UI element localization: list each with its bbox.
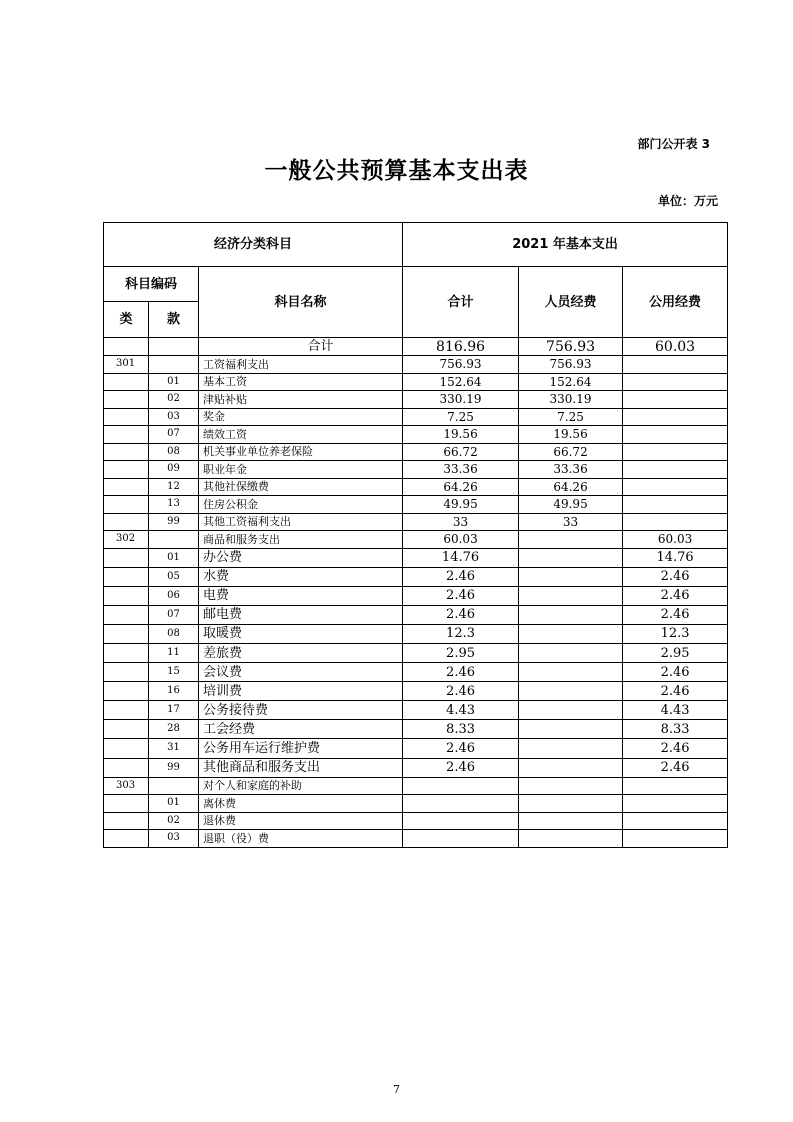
row-public bbox=[623, 373, 728, 391]
row-lei bbox=[104, 720, 149, 739]
total-lei bbox=[104, 338, 149, 356]
row-personnel bbox=[519, 701, 623, 720]
row-total: 64.26 bbox=[403, 478, 519, 496]
row-total bbox=[403, 777, 519, 795]
row-kuan: 17 bbox=[149, 701, 199, 720]
row-public: 2.46 bbox=[623, 567, 728, 586]
row-kuan: 08 bbox=[149, 624, 199, 643]
table-row bbox=[104, 777, 728, 795]
form-number: 部门公开表 3 bbox=[637, 137, 710, 151]
row-name: 基本工资 bbox=[199, 373, 403, 391]
table-row bbox=[104, 830, 728, 848]
table-row bbox=[104, 624, 728, 643]
row-personnel: 49.95 bbox=[519, 496, 623, 514]
row-total: 49.95 bbox=[403, 496, 519, 514]
row-name: 对个人和家庭的补助 bbox=[199, 777, 403, 795]
table-row bbox=[104, 513, 728, 531]
row-name: 退休费 bbox=[199, 812, 403, 830]
row-name: 住房公积金 bbox=[199, 496, 403, 514]
row-total bbox=[403, 830, 519, 848]
header-personnel: 人员经费 bbox=[519, 267, 623, 338]
row-kuan: 99 bbox=[149, 513, 199, 531]
row-personnel: 64.26 bbox=[519, 478, 623, 496]
row-name: 绩效工资 bbox=[199, 426, 403, 444]
row-name: 津贴补贴 bbox=[199, 391, 403, 409]
row-lei bbox=[104, 443, 149, 461]
row-lei bbox=[104, 567, 149, 586]
row-total: 60.03 bbox=[403, 531, 519, 549]
row-public bbox=[623, 461, 728, 479]
row-personnel bbox=[519, 812, 623, 830]
table-row bbox=[104, 548, 728, 567]
unit-label: 单位：万元 bbox=[657, 194, 718, 208]
total-kuan bbox=[149, 338, 199, 356]
row-personnel bbox=[519, 830, 623, 848]
row-lei bbox=[104, 605, 149, 624]
row-public bbox=[623, 795, 728, 813]
table-row bbox=[104, 739, 728, 758]
total-label: 合计 bbox=[199, 338, 403, 356]
row-personnel: 19.56 bbox=[519, 426, 623, 444]
row-total: 4.43 bbox=[403, 701, 519, 720]
row-personnel bbox=[519, 739, 623, 758]
row-kuan: 07 bbox=[149, 426, 199, 444]
row-lei bbox=[104, 586, 149, 605]
row-name: 其他工资福利支出 bbox=[199, 513, 403, 531]
row-kuan bbox=[149, 531, 199, 549]
row-total: 33.36 bbox=[403, 461, 519, 479]
row-name: 差旅费 bbox=[199, 643, 403, 662]
page-number: 7 bbox=[393, 1083, 400, 1096]
row-personnel bbox=[519, 548, 623, 567]
row-name: 会议费 bbox=[199, 663, 403, 682]
row-kuan: 07 bbox=[149, 605, 199, 624]
row-lei bbox=[104, 373, 149, 391]
table-row bbox=[104, 443, 728, 461]
row-public: 12.3 bbox=[623, 624, 728, 643]
header-econ-category: 经济分类科目 bbox=[104, 223, 403, 267]
header-lei: 类 bbox=[104, 302, 149, 338]
row-public bbox=[623, 496, 728, 514]
header-row-1 bbox=[104, 223, 728, 267]
row-lei bbox=[104, 548, 149, 567]
row-personnel bbox=[519, 531, 623, 549]
row-kuan: 05 bbox=[149, 567, 199, 586]
row-public: 14.76 bbox=[623, 548, 728, 567]
row-public bbox=[623, 443, 728, 461]
row-kuan bbox=[149, 356, 199, 374]
row-total: 330.19 bbox=[403, 391, 519, 409]
row-name: 工资福利支出 bbox=[199, 356, 403, 374]
row-public: 2.46 bbox=[623, 586, 728, 605]
row-kuan: 16 bbox=[149, 682, 199, 701]
row-public bbox=[623, 426, 728, 444]
table-row bbox=[104, 496, 728, 514]
row-kuan: 13 bbox=[149, 496, 199, 514]
row-personnel bbox=[519, 586, 623, 605]
row-personnel bbox=[519, 663, 623, 682]
row-kuan: 28 bbox=[149, 720, 199, 739]
table-row bbox=[104, 758, 728, 777]
row-name: 退职（役）费 bbox=[199, 830, 403, 848]
row-personnel bbox=[519, 567, 623, 586]
table-row bbox=[104, 586, 728, 605]
row-name: 水费 bbox=[199, 567, 403, 586]
row-public: 8.33 bbox=[623, 720, 728, 739]
row-lei bbox=[104, 496, 149, 514]
row-total: 756.93 bbox=[403, 356, 519, 374]
row-personnel bbox=[519, 758, 623, 777]
row-kuan: 02 bbox=[149, 812, 199, 830]
header-total: 合计 bbox=[403, 267, 519, 338]
row-personnel bbox=[519, 643, 623, 662]
row-lei bbox=[104, 739, 149, 758]
row-name: 职业年金 bbox=[199, 461, 403, 479]
row-total bbox=[403, 812, 519, 830]
row-personnel bbox=[519, 777, 623, 795]
row-total: 2.46 bbox=[403, 682, 519, 701]
row-lei bbox=[104, 461, 149, 479]
row-personnel bbox=[519, 624, 623, 643]
row-kuan: 08 bbox=[149, 443, 199, 461]
total-sum: 816.96 bbox=[403, 338, 519, 356]
table-row bbox=[104, 478, 728, 496]
row-total: 2.95 bbox=[403, 643, 519, 662]
header-kuan: 款 bbox=[149, 302, 199, 338]
row-lei bbox=[104, 643, 149, 662]
row-name: 机关事业单位养老保险 bbox=[199, 443, 403, 461]
row-total: 2.46 bbox=[403, 586, 519, 605]
page-title: 一般公共预算基本支出表 bbox=[264, 158, 529, 184]
row-kuan: 03 bbox=[149, 830, 199, 848]
row-name: 其他社保缴费 bbox=[199, 478, 403, 496]
row-total: 12.3 bbox=[403, 624, 519, 643]
row-personnel: 33.36 bbox=[519, 461, 623, 479]
row-public bbox=[623, 408, 728, 426]
table-row bbox=[104, 356, 728, 374]
row-name: 办公费 bbox=[199, 548, 403, 567]
header-row-2 bbox=[104, 267, 728, 302]
row-personnel bbox=[519, 605, 623, 624]
row-total: 7.25 bbox=[403, 408, 519, 426]
row-name: 工会经费 bbox=[199, 720, 403, 739]
row-lei bbox=[104, 663, 149, 682]
row-kuan: 01 bbox=[149, 373, 199, 391]
row-public: 60.03 bbox=[623, 531, 728, 549]
table-row bbox=[104, 643, 728, 662]
row-personnel: 756.93 bbox=[519, 356, 623, 374]
row-total: 66.72 bbox=[403, 443, 519, 461]
row-public bbox=[623, 812, 728, 830]
row-lei bbox=[104, 812, 149, 830]
header-public: 公用经费 bbox=[623, 267, 728, 338]
row-name: 邮电费 bbox=[199, 605, 403, 624]
row-lei: 301 bbox=[104, 356, 149, 374]
row-total: 8.33 bbox=[403, 720, 519, 739]
row-public: 2.95 bbox=[623, 643, 728, 662]
row-personnel: 66.72 bbox=[519, 443, 623, 461]
row-name: 电费 bbox=[199, 586, 403, 605]
table-row bbox=[104, 373, 728, 391]
table-row bbox=[104, 812, 728, 830]
total-public: 60.03 bbox=[623, 338, 728, 356]
row-total: 2.46 bbox=[403, 605, 519, 624]
table-row bbox=[104, 531, 728, 549]
header-name: 科目名称 bbox=[199, 267, 403, 338]
row-lei: 303 bbox=[104, 777, 149, 795]
row-name: 奖金 bbox=[199, 408, 403, 426]
row-total: 152.64 bbox=[403, 373, 519, 391]
row-lei bbox=[104, 513, 149, 531]
total-personnel: 756.93 bbox=[519, 338, 623, 356]
row-personnel bbox=[519, 720, 623, 739]
table-row bbox=[104, 605, 728, 624]
row-name: 公务用车运行维护费 bbox=[199, 739, 403, 758]
row-public bbox=[623, 356, 728, 374]
table-row bbox=[104, 682, 728, 701]
row-lei bbox=[104, 830, 149, 848]
row-lei bbox=[104, 624, 149, 643]
row-personnel: 7.25 bbox=[519, 408, 623, 426]
row-name: 商品和服务支出 bbox=[199, 531, 403, 549]
row-lei bbox=[104, 408, 149, 426]
row-total: 19.56 bbox=[403, 426, 519, 444]
row-personnel: 33 bbox=[519, 513, 623, 531]
row-public bbox=[623, 513, 728, 531]
table-row bbox=[104, 701, 728, 720]
row-total: 2.46 bbox=[403, 739, 519, 758]
header-year-basic: 2021 年基本支出 bbox=[403, 223, 728, 267]
row-public: 4.43 bbox=[623, 701, 728, 720]
row-lei bbox=[104, 758, 149, 777]
row-lei bbox=[104, 682, 149, 701]
table-row bbox=[104, 663, 728, 682]
row-total bbox=[403, 795, 519, 813]
row-name: 公务接待费 bbox=[199, 701, 403, 720]
row-personnel bbox=[519, 682, 623, 701]
row-public: 2.46 bbox=[623, 682, 728, 701]
row-name: 离休费 bbox=[199, 795, 403, 813]
total-row bbox=[104, 338, 728, 356]
row-total: 2.46 bbox=[403, 567, 519, 586]
table-row bbox=[104, 720, 728, 739]
table-row bbox=[104, 795, 728, 813]
row-kuan: 06 bbox=[149, 586, 199, 605]
row-total: 2.46 bbox=[403, 758, 519, 777]
budget-table bbox=[103, 222, 728, 848]
row-kuan: 31 bbox=[149, 739, 199, 758]
row-lei bbox=[104, 391, 149, 409]
row-kuan bbox=[149, 777, 199, 795]
row-lei bbox=[104, 795, 149, 813]
row-personnel: 330.19 bbox=[519, 391, 623, 409]
row-public: 2.46 bbox=[623, 605, 728, 624]
row-kuan: 99 bbox=[149, 758, 199, 777]
row-personnel: 152.64 bbox=[519, 373, 623, 391]
row-public bbox=[623, 830, 728, 848]
row-total: 14.76 bbox=[403, 548, 519, 567]
row-personnel bbox=[519, 795, 623, 813]
row-public: 2.46 bbox=[623, 663, 728, 682]
table-row bbox=[104, 461, 728, 479]
table-row bbox=[104, 426, 728, 444]
row-name: 其他商品和服务支出 bbox=[199, 758, 403, 777]
row-kuan: 02 bbox=[149, 391, 199, 409]
row-name: 培训费 bbox=[199, 682, 403, 701]
table-row bbox=[104, 391, 728, 409]
row-public: 2.46 bbox=[623, 739, 728, 758]
row-kuan: 12 bbox=[149, 478, 199, 496]
row-kuan: 01 bbox=[149, 548, 199, 567]
row-lei: 302 bbox=[104, 531, 149, 549]
row-public bbox=[623, 478, 728, 496]
row-name: 取暖费 bbox=[199, 624, 403, 643]
table-row bbox=[104, 408, 728, 426]
header-code: 科目编码 bbox=[104, 267, 199, 302]
row-kuan: 15 bbox=[149, 663, 199, 682]
row-public: 2.46 bbox=[623, 758, 728, 777]
row-public bbox=[623, 777, 728, 795]
row-kuan: 03 bbox=[149, 408, 199, 426]
row-lei bbox=[104, 426, 149, 444]
row-kuan: 01 bbox=[149, 795, 199, 813]
row-lei bbox=[104, 478, 149, 496]
row-public bbox=[623, 391, 728, 409]
row-total: 2.46 bbox=[403, 663, 519, 682]
row-kuan: 11 bbox=[149, 643, 199, 662]
row-lei bbox=[104, 701, 149, 720]
row-total: 33 bbox=[403, 513, 519, 531]
row-kuan: 09 bbox=[149, 461, 199, 479]
table-row bbox=[104, 567, 728, 586]
